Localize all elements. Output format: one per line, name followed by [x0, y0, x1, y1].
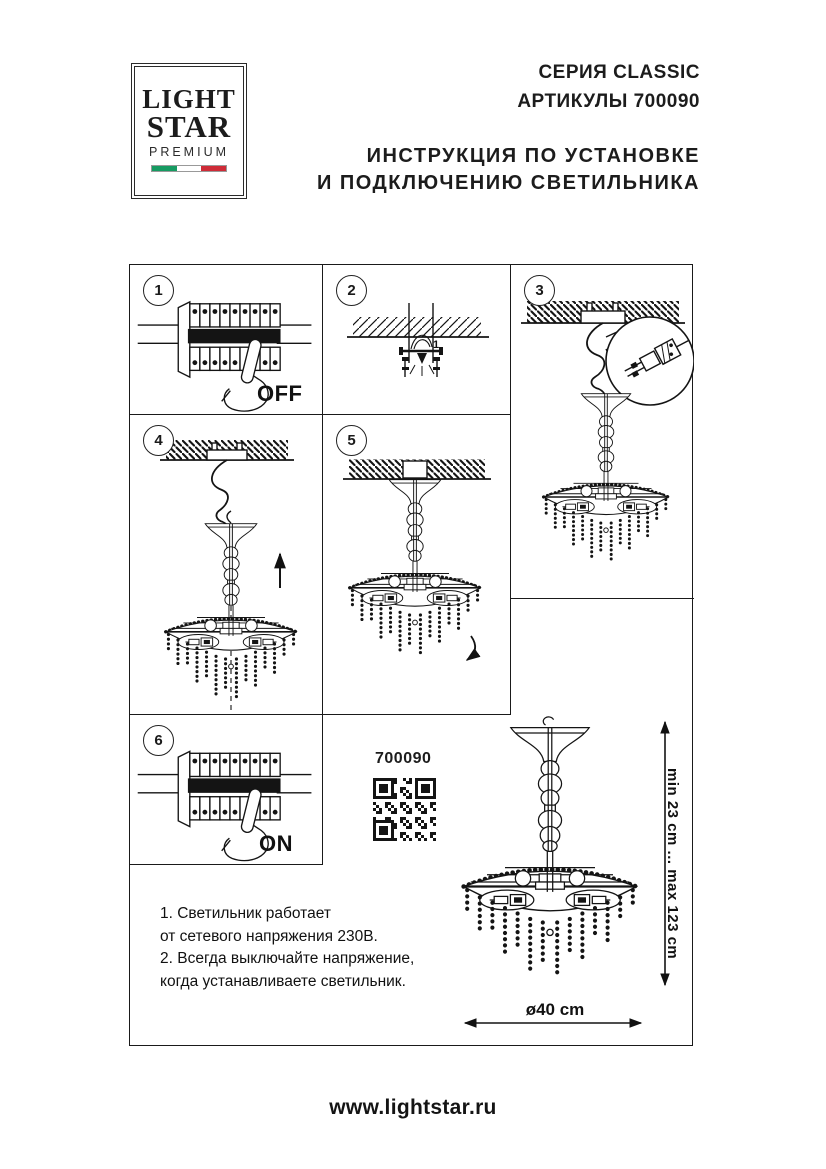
note-line: когда устанавливаете светильник.	[160, 972, 406, 990]
flag-green	[152, 166, 177, 171]
flag-white	[177, 166, 202, 171]
instruction-title-line2: И ПОДКЛЮЧЕНИЮ СВЕТИЛЬНИКА	[316, 172, 700, 194]
article-number: 700090	[375, 750, 432, 767]
step-number: 3	[535, 282, 544, 299]
step-number: 5	[347, 432, 356, 449]
safety-notes	[160, 903, 414, 993]
step-badge-2	[336, 275, 367, 306]
step-badge-3	[524, 275, 555, 306]
step-number: 6	[154, 732, 163, 749]
logo-text-star: STAR	[146, 109, 232, 144]
step-badge-4	[143, 425, 174, 456]
grid-hline-4	[130, 864, 323, 865]
series-title: СЕРИЯ CLASSIC	[538, 62, 700, 83]
lightstar-logo-inner	[134, 66, 244, 196]
step-badge-6	[143, 725, 174, 756]
logo-text-premium: PREMIUM	[148, 145, 230, 159]
step-badge-1	[143, 275, 174, 306]
website-url: www.lightstar.ru	[329, 1096, 497, 1119]
note-line: от сетевого напряжения 230В.	[160, 927, 378, 945]
flag-red	[201, 166, 226, 171]
note-line: 2. Всегда выключайте напряжение,	[160, 950, 415, 967]
step4-lift-chandelier-illustration	[130, 414, 323, 714]
grid-hline-2	[510, 598, 694, 599]
on-label: ON	[259, 831, 293, 856]
instruction-title	[317, 143, 700, 197]
lightstar-logo	[131, 63, 247, 199]
bracket-callout-1: 1	[433, 339, 440, 351]
diameter-dimension-label: ø40 cm	[525, 1000, 585, 1019]
qr-code-icon	[373, 778, 436, 841]
off-label: OFF	[257, 381, 303, 406]
step-number: 1	[154, 282, 163, 299]
italian-flag-icon	[151, 165, 227, 172]
dimensioned-chandelier-illustration	[440, 713, 690, 1048]
articles-title: АРТИКУЛЫ 700090	[517, 91, 700, 112]
step-badge-5	[336, 425, 367, 456]
note-line: 1. Светильник работает	[160, 905, 331, 922]
step5-mounted-chandelier-illustration	[323, 414, 511, 714]
step-number: 4	[154, 432, 163, 449]
step-number: 2	[347, 282, 356, 299]
qr-code	[373, 778, 437, 842]
instruction-title-line1: ИНСТРУКЦИЯ ПО УСТАНОВКЕ	[366, 145, 700, 167]
height-dimension-label: min 23 cm ... max 123 cm	[664, 768, 681, 960]
logo-text-light: LIGHT	[142, 84, 236, 114]
step3-hanging-wiring-illustration	[511, 265, 694, 598]
